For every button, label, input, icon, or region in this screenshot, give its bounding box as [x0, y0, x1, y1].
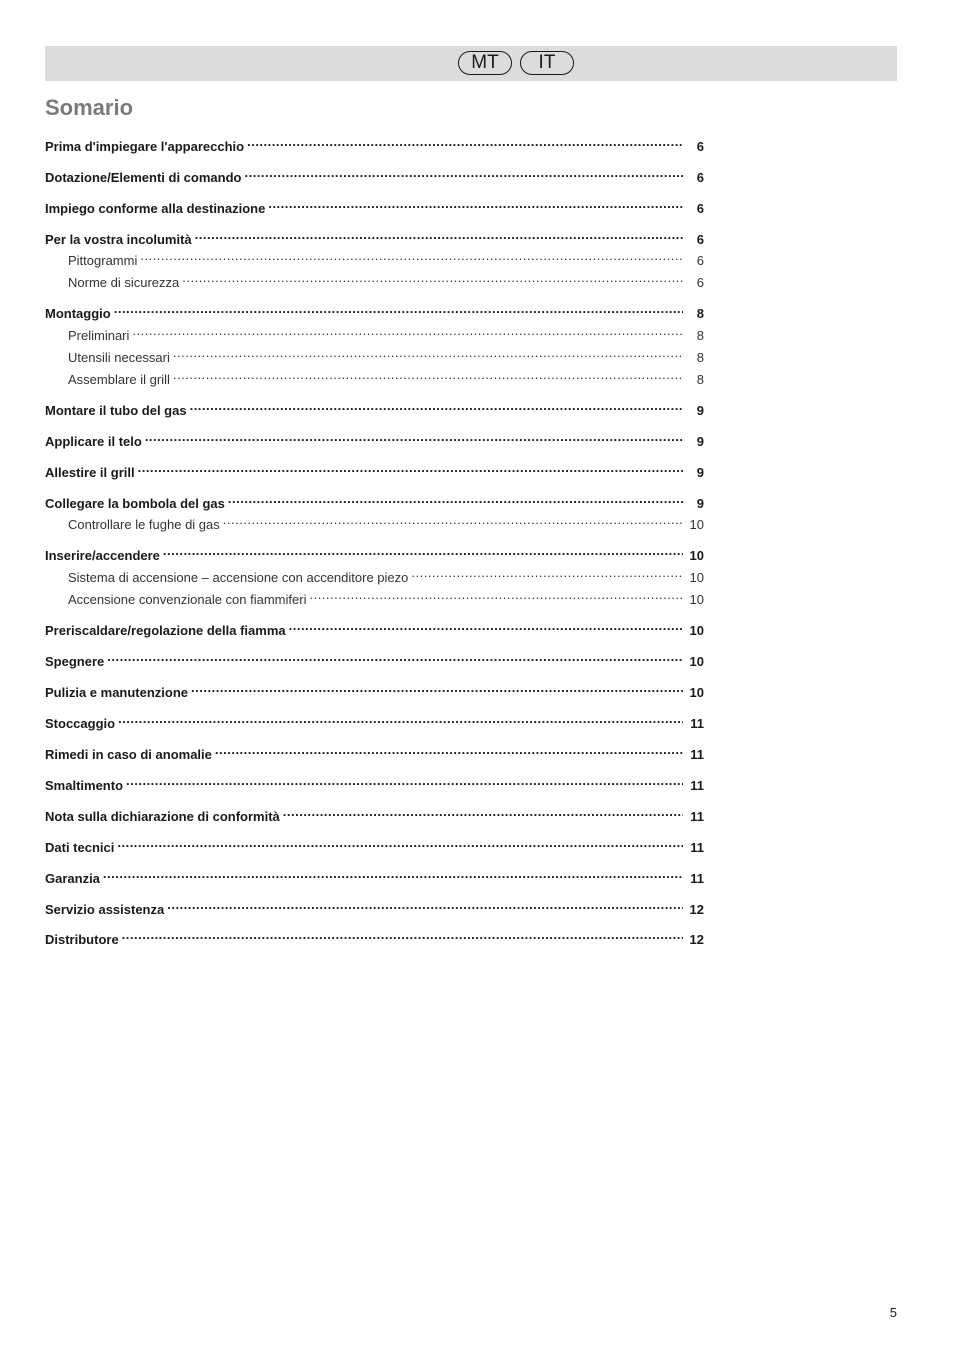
toc-entry-title: Prima d'impiegare l'apparecchio	[45, 139, 245, 154]
toc-dot-leader	[268, 195, 683, 213]
toc-dot-leader	[173, 366, 683, 384]
toc-entry[interactable]	[45, 195, 704, 216]
language-badge-it[interactable]: IT	[520, 51, 574, 75]
toc-subentry[interactable]	[68, 586, 704, 607]
toc-entry-title: Spegnere	[45, 654, 105, 669]
toc-entry-page: 11	[690, 809, 704, 824]
toc-subentry[interactable]	[68, 344, 704, 365]
toc-entry-title: Inserire/accendere	[45, 548, 160, 563]
toc-entry[interactable]	[45, 617, 704, 638]
toc-entry-title: Garanzia	[45, 871, 100, 886]
toc-entry-title: Applicare il telo	[45, 434, 142, 449]
toc-dot-leader	[244, 164, 683, 182]
toc-entry-page: 8	[696, 328, 704, 343]
toc-dot-leader	[114, 300, 683, 318]
toc-entry-title: Collegare la bombola del gas	[45, 496, 225, 511]
toc-dot-leader	[215, 741, 683, 759]
toc-entry[interactable]	[45, 542, 704, 563]
toc-dot-leader	[126, 772, 683, 790]
toc-subentry[interactable]	[68, 366, 704, 387]
toc-entry-title: Utensili necessari	[68, 350, 170, 365]
toc-entry[interactable]	[45, 926, 704, 947]
toc-entry-page: 10	[689, 623, 704, 638]
toc-dot-leader	[117, 834, 683, 852]
toc-entry-page: 6	[696, 170, 704, 185]
toc-dot-leader	[309, 586, 683, 604]
toc-entry-page: 6	[696, 139, 704, 154]
toc-entry-page: 11	[690, 840, 704, 855]
toc-dot-leader	[107, 648, 683, 666]
toc-entry-page: 6	[696, 275, 704, 290]
toc-entry-title: Dati tecnici	[45, 840, 115, 855]
toc-entry-page: 9	[696, 465, 704, 480]
toc-entry-title: Pulizia e manutenzione	[45, 685, 189, 700]
toc-entry-title: Allestire il grill	[45, 465, 135, 480]
toc-entry-title: Preriscaldare/regolazione della fiamma	[45, 623, 286, 638]
toc-entry-title: Controllare le fughe di gas	[68, 517, 220, 532]
toc-entry-page: 9	[696, 496, 704, 511]
toc-entry-title: Assemblare il grill	[68, 372, 170, 387]
toc-entry[interactable]	[45, 490, 704, 511]
toc-dot-leader	[145, 428, 683, 446]
toc-entry-page: 10	[689, 517, 704, 532]
toc-entry[interactable]	[45, 300, 704, 321]
toc-entry-title: Impiego conforme alla destinazione	[45, 201, 266, 216]
toc-entry-title: Stoccaggio	[45, 716, 116, 731]
toc-dot-leader	[195, 226, 683, 244]
toc-entry[interactable]	[45, 834, 704, 855]
toc-entry[interactable]	[45, 226, 704, 247]
toc-subentry[interactable]	[68, 564, 704, 585]
toc-entry-title: Montare il tubo del gas	[45, 403, 187, 418]
toc-entry-page: 9	[696, 403, 704, 418]
toc-dot-leader	[223, 511, 683, 529]
toc-entry-title: Rimedi in caso di anomalie	[45, 747, 212, 762]
toc-entry-page: 10	[689, 570, 704, 585]
toc-entry-page: 11	[690, 716, 704, 731]
toc-entry-title: Pittogrammi	[68, 253, 138, 268]
toc-entry-page: 10	[689, 654, 704, 669]
toc-entry[interactable]	[45, 679, 704, 700]
toc-entry-title: Montaggio	[45, 306, 111, 321]
toc-entry[interactable]	[45, 164, 704, 185]
toc-dot-leader	[118, 710, 683, 728]
toc-entry-page: 11	[690, 747, 704, 762]
toc-dot-leader	[182, 269, 683, 287]
toc-entry-title: Accensione convenzionale con fiammiferi	[68, 592, 307, 607]
toc-entry[interactable]	[45, 133, 704, 154]
toc-entry[interactable]	[45, 741, 704, 762]
toc-entry[interactable]	[45, 865, 704, 886]
toc-entry[interactable]	[45, 648, 704, 669]
toc-dot-leader	[122, 926, 683, 944]
toc-entry-page: 12	[689, 932, 704, 947]
toc-entry-page: 6	[696, 232, 704, 247]
toc-dot-leader	[163, 542, 683, 560]
toc-subentry[interactable]	[68, 247, 704, 268]
toc-entry-title: Distributore	[45, 932, 119, 947]
toc-entry-page: 12	[689, 902, 704, 917]
toc-entry[interactable]	[45, 803, 704, 824]
toc-entry[interactable]	[45, 896, 704, 917]
toc-entry[interactable]	[45, 459, 704, 480]
toc-entry[interactable]	[45, 710, 704, 731]
toc-dot-leader	[167, 896, 683, 914]
toc-entry[interactable]	[45, 772, 704, 793]
toc-entry-title: Sistema di accensione – accensione con accenditore piezo	[68, 570, 409, 585]
toc-entry-page: 8	[696, 306, 704, 321]
toc-entry-page: 6	[696, 253, 704, 268]
toc-entry-page: 9	[696, 434, 704, 449]
language-bar	[45, 46, 897, 81]
toc-entry-page: 8	[696, 350, 704, 365]
toc-dot-leader	[132, 322, 683, 340]
toc-entry-title: Preliminari	[68, 328, 130, 343]
toc-dot-leader	[140, 247, 683, 265]
toc-entry[interactable]	[45, 428, 704, 449]
toc-entry-page: 10	[689, 592, 704, 607]
toc-entry-page: 10	[689, 548, 704, 563]
toc-entry-title: Smaltimento	[45, 778, 124, 793]
toc-dot-leader	[191, 679, 683, 697]
toc-dot-leader	[228, 490, 683, 508]
language-badge-mt[interactable]: MT	[458, 51, 512, 75]
toc-entry[interactable]	[45, 397, 704, 418]
toc-entry-title: Norme di sicurezza	[68, 275, 180, 290]
toc-entry-title: Dotazione/Elementi di comando	[45, 170, 242, 185]
toc-entry-title: Nota sulla dichiarazione di conformità	[45, 809, 280, 824]
page-number: 5	[889, 1305, 897, 1320]
toc-dot-leader	[103, 865, 683, 883]
toc-subentry[interactable]	[68, 511, 704, 532]
toc-entry-page: 8	[696, 372, 704, 387]
toc-dot-leader	[289, 617, 683, 635]
toc-dot-leader	[411, 564, 683, 582]
language-badges	[458, 51, 574, 75]
toc-entry-page: 11	[690, 778, 704, 793]
toc-subentry[interactable]	[68, 269, 704, 290]
toc-dot-leader	[138, 459, 683, 477]
toc-entry-title: Per la vostra incolumità	[45, 232, 192, 247]
toc-entry-page: 11	[690, 871, 704, 886]
toc-dot-leader	[247, 133, 683, 151]
toc-dot-leader	[283, 803, 683, 821]
toc-subentry[interactable]	[68, 322, 704, 343]
page-title: Somario	[45, 95, 134, 120]
toc-entry-page: 6	[696, 201, 704, 216]
toc-entry-page: 10	[689, 685, 704, 700]
toc-dot-leader	[190, 397, 683, 415]
toc-dot-leader	[173, 344, 683, 362]
toc-entry-title: Servizio assistenza	[45, 902, 165, 917]
